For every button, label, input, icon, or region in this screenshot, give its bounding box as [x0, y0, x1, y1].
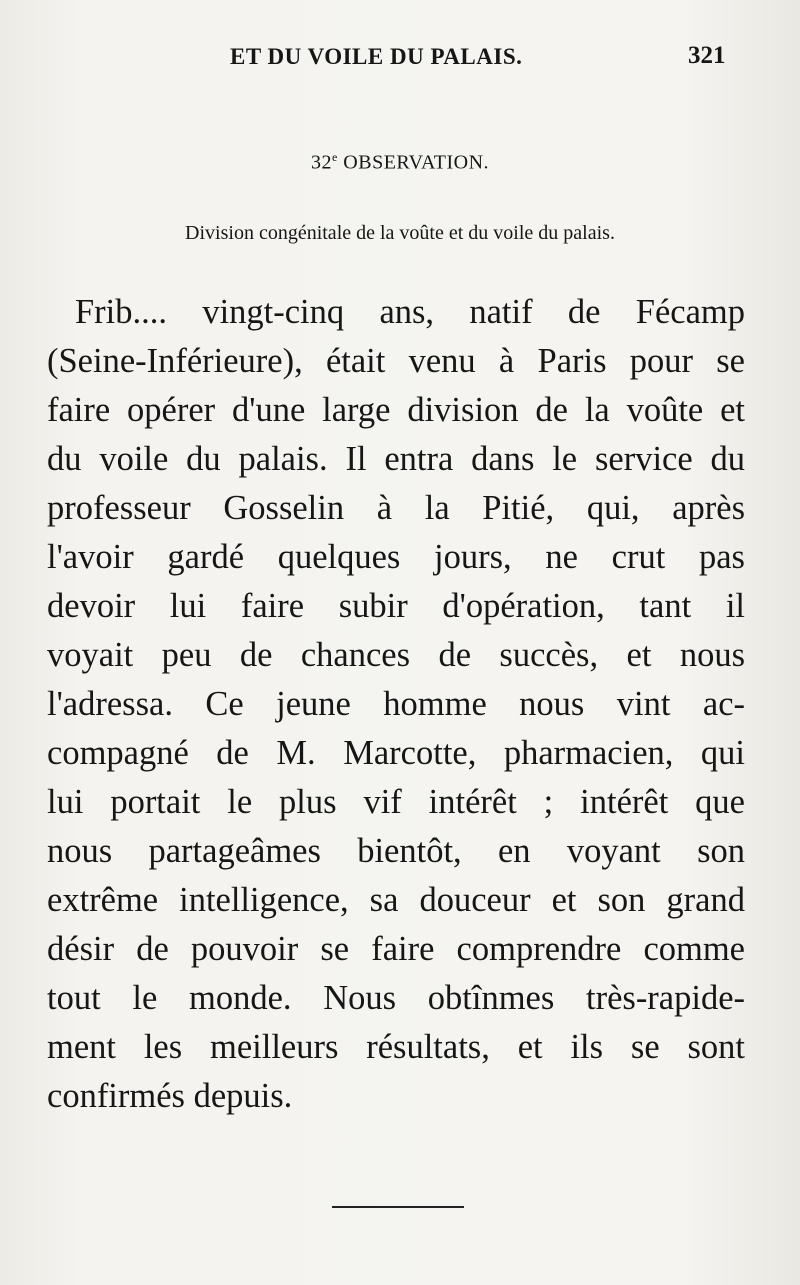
body-line: nous partageâmes bientôt, en voyant son	[47, 832, 745, 870]
body-line: l'adressa. Ce jeune homme nous vint ac-	[47, 685, 745, 723]
observation-subtitle: Division congénitale de la voûte et du voile du palais.	[185, 222, 615, 244]
body-line: (Seine-Inférieure), était venu à Paris pour se	[47, 342, 745, 380]
body-line: Frib.... vingt-cinq ans, natif de Fécamp	[75, 293, 745, 331]
body-line: extrême intelligence, sa douceur et son grand	[47, 881, 745, 919]
body-line: lui portait le plus vif intérêt ; intérêt que	[47, 783, 745, 821]
observation-number-suffix: e	[331, 150, 338, 164]
body-line: l'avoir gardé quelques jours, ne crut pas	[47, 538, 745, 576]
observation-heading	[0, 150, 800, 175]
body-line: désir de pouvoir se faire comprendre comme	[47, 930, 745, 968]
observation-number: 32	[310, 151, 332, 174]
body-line: professeur Gosselin à la Pitié, qui, après	[47, 489, 745, 527]
section-divider	[332, 1206, 464, 1208]
body-line: confirmés depuis.	[47, 1077, 293, 1115]
body-line: compagné de M. Marcotte, pharmacien, qui	[47, 734, 745, 772]
body-line: voyait peu de chances de succès, et nous	[47, 636, 745, 674]
body-line: tout le monde. Nous obtînmes très-rapide-	[47, 979, 745, 1017]
page-number: 321	[688, 42, 726, 69]
body-paragraph	[47, 288, 745, 1121]
body-line: faire opérer d'une large division de la voûte et	[47, 391, 745, 429]
running-head	[0, 38, 800, 78]
body-line: ment les meilleurs résultats, et ils se sont	[47, 1028, 745, 1066]
body-line: devoir lui faire subir d'opération, tant il	[47, 587, 745, 625]
running-title: ET DU VOILE DU PALAIS.	[230, 44, 523, 69]
observation-label: OBSERVATION.	[343, 151, 490, 174]
body-line: du voile du palais. Il entra dans le service du	[47, 440, 745, 478]
